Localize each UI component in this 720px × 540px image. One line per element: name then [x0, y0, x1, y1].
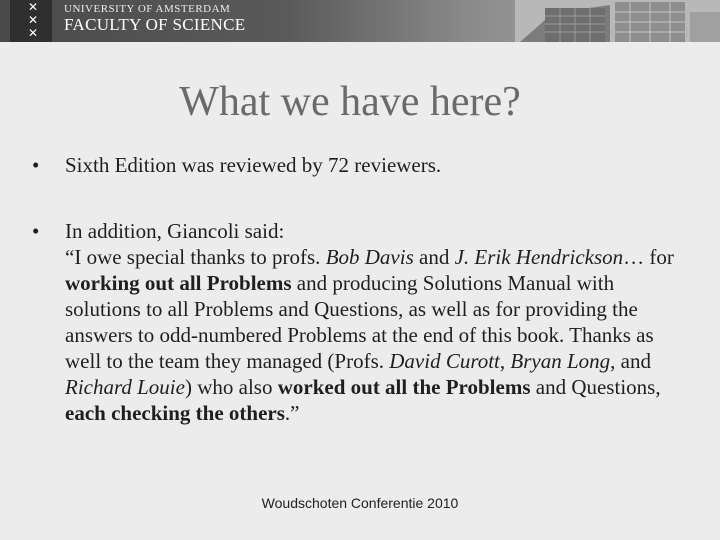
bullet-icon: •	[32, 219, 40, 243]
bullet-intro: In addition, Giancoli said:	[65, 219, 285, 243]
name-bob-davis: Bob Davis	[325, 245, 414, 269]
bullet-list	[32, 152, 692, 426]
bullet-item-giancoli	[32, 218, 692, 426]
name-erik-hendrickson: J. Erik Hendrickson	[454, 245, 624, 269]
xxx-icon: ✕ ✕ ✕	[27, 0, 39, 40]
emphasis-checking: each checking the others	[65, 401, 285, 425]
name-david-curott: David Curott	[389, 349, 500, 373]
giancoli-quote: “I owe special thanks to profs. Bob Davis and J. Erik Hendrickson… for working out all Problems and producing Solutions Manual with solutions to all Problems and Questions, as well as for providing the answers to odd-numbered Problems at the end of this book. Thanks as well to the team they managed (Profs. David Curott, Bryan Long, and Richard Louie) who also worked out all the Problems and Questions, each checking the others.”	[65, 245, 674, 425]
bullet-item-reviewers	[32, 152, 692, 178]
slide-footer: Woudschoten Conferentie 2010	[261, 495, 459, 511]
emphasis-worked-out: worked out all the Problems	[277, 375, 531, 399]
name-bryan-long: Bryan Long	[510, 349, 611, 373]
university-name: UNIVERSITY OF AMSTERDAM	[64, 3, 231, 15]
university-logo	[10, 0, 52, 42]
building-photo	[515, 0, 720, 42]
slide-title: What we have here?	[179, 79, 521, 125]
bullet-icon: •	[32, 153, 40, 177]
faculty-name: FACULTY OF SCIENCE	[64, 15, 246, 34]
emphasis-working-out: working out all Problems	[65, 271, 292, 295]
bullet-text: Sixth Edition was reviewed by 72 reviewers.	[65, 153, 442, 177]
header-banner	[0, 0, 720, 42]
name-richard-louie: Richard Louie	[65, 375, 185, 399]
